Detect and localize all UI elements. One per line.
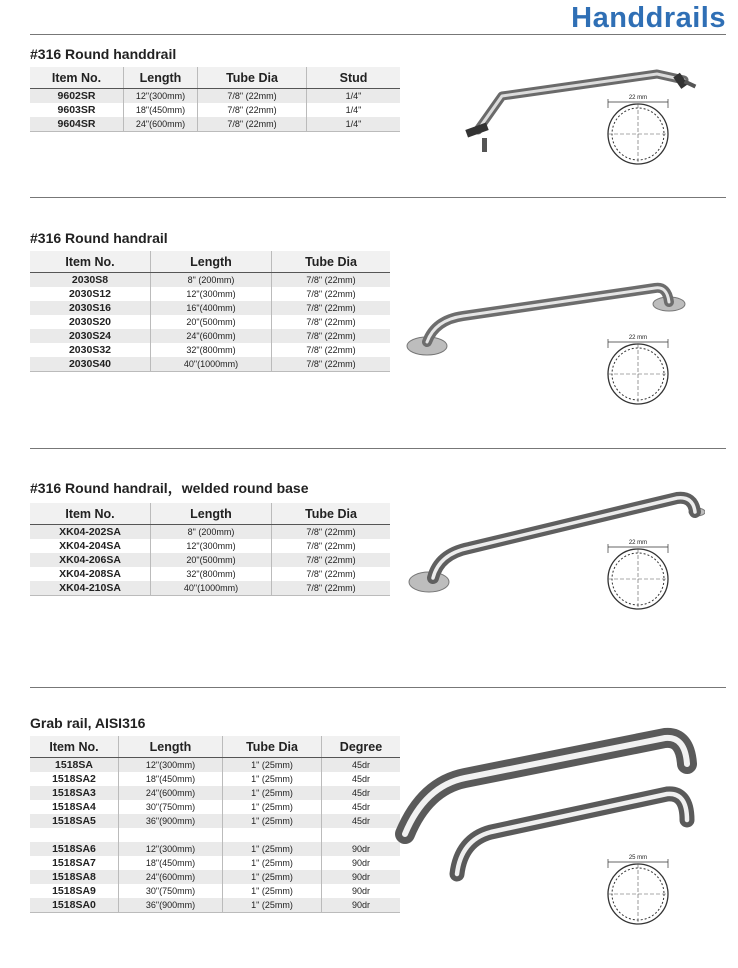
table-cell: 18"(450mm) (124, 103, 198, 117)
table-cell: 90dr (322, 842, 401, 856)
table-cell (322, 828, 401, 842)
table-cell: 20"(500mm) (151, 315, 272, 329)
item-number-cell: 9602SR (30, 89, 124, 104)
column-header: Degree (322, 736, 401, 758)
table-cell: 12"(300mm) (119, 842, 223, 856)
section-grab-rail (30, 715, 400, 913)
table-row (30, 828, 400, 842)
table-cell: 12"(300mm) (151, 287, 272, 301)
table-row (30, 898, 400, 913)
table-row (30, 553, 390, 567)
item-number-cell: XK04-204SA (30, 539, 151, 553)
table-row (30, 567, 390, 581)
table-cell (223, 828, 322, 842)
table-cell: 1" (25mm) (223, 898, 322, 913)
table-header-row (30, 736, 400, 758)
item-number-cell: 1518SA3 (30, 786, 119, 800)
section-round-handrail (30, 230, 390, 372)
section-divider (30, 197, 726, 198)
table-cell: 1" (25mm) (223, 800, 322, 814)
table-cell: 30"(750mm) (119, 800, 223, 814)
section-title: #316 Round handrail (30, 230, 168, 246)
table-cell: 90dr (322, 870, 401, 884)
table-cell: 45dr (351, 774, 370, 784)
item-number-cell: 2030S8 (30, 273, 151, 288)
table-cell: 7/8" (22mm) (272, 525, 391, 540)
column-header: Item No. (30, 67, 124, 89)
item-number-cell: 1518SA0 (30, 898, 119, 913)
column-header: Length (124, 67, 198, 89)
column-header: Tube Dia (223, 736, 322, 758)
table-cell: 1" (25mm) (223, 814, 322, 828)
section-divider (30, 687, 726, 688)
page-title: Handdrails (571, 2, 726, 34)
table-cell: 7/8" (22mm) (198, 117, 307, 132)
column-header: Item No. (30, 503, 151, 525)
table-row (30, 842, 400, 856)
table-row (30, 117, 400, 132)
table-cell: 30"(750mm) (119, 884, 223, 898)
table-row (30, 287, 390, 301)
table-cell: 36"(900mm) (119, 898, 223, 913)
item-number-cell: XK04-210SA (30, 581, 151, 596)
section-divider (30, 448, 726, 449)
table-cell: 8" (200mm) (151, 273, 272, 288)
table-cell: 12"(300mm) (151, 539, 272, 553)
table-cell: 1" (25mm) (223, 884, 322, 898)
item-number-cell: XK04-202SA (30, 525, 151, 540)
table-row (30, 870, 400, 884)
table-cell: 40"(1000mm) (151, 581, 272, 596)
table-cell: 7/8" (22mm) (272, 329, 391, 343)
table-cell: 7/8" (22mm) (272, 553, 391, 567)
column-header: Item No. (30, 251, 151, 273)
diameter-label: 22 mm (628, 335, 648, 341)
spec-table (30, 67, 400, 132)
table-row (30, 357, 390, 372)
table-header-row (30, 503, 390, 525)
table-cell: 20"(500mm) (151, 553, 272, 567)
table-cell: 7/8" (22mm) (198, 89, 307, 104)
table-cell: 16"(400mm) (151, 301, 272, 315)
table-cell: 45dr (322, 758, 401, 773)
column-header: Tube Dia (272, 251, 391, 273)
table-cell: 1" (25mm) (223, 842, 322, 856)
table-row (30, 772, 400, 786)
table-cell: 18"(450mm) (119, 772, 223, 786)
item-number-cell: 2030S16 (30, 301, 151, 315)
column-header: Length (151, 503, 272, 525)
item-number-cell: 9604SR (30, 117, 124, 132)
item-number-cell: 2030S20 (30, 315, 151, 329)
item-number-cell: XK04-206SA (30, 553, 151, 567)
table-cell: 7/8" (22mm) (272, 301, 391, 315)
table-cell: 7/8" (22mm) (272, 273, 391, 288)
header-divider (30, 34, 726, 35)
table-cell: 7/8" (22mm) (306, 345, 356, 355)
column-header: Stud (307, 67, 401, 89)
item-number-cell: XK04-208SA (30, 567, 151, 581)
table-row (30, 273, 390, 288)
table-row (30, 103, 400, 117)
diameter-label: 22 mm (628, 540, 648, 546)
table-cell: 45dr (322, 814, 401, 828)
tube-diameter-diagram (600, 535, 676, 615)
table-cell: 24"(600mm) (119, 870, 223, 884)
table-cell: 18"(450mm) (119, 856, 223, 870)
section-title: Grab rail, AISI316 (30, 715, 146, 731)
table-cell: 90dr (351, 886, 370, 896)
table-row (30, 315, 390, 329)
table-cell: 8" (200mm) (151, 525, 272, 540)
table-cell: 7/8" (22mm) (306, 541, 356, 551)
item-number-cell: 2030S32 (30, 343, 151, 357)
table-cell: 7/8" (22mm) (272, 581, 391, 596)
column-header: Length (119, 736, 223, 758)
column-header: Tube Dia (272, 503, 391, 525)
table-cell: 90dr (351, 858, 370, 868)
table-cell: 1" (25mm) (223, 870, 322, 884)
table-row (30, 89, 400, 104)
table-row (30, 539, 390, 553)
table-cell: 40"(1000mm) (151, 357, 272, 372)
item-number-cell: 1518SA (30, 758, 119, 773)
column-header: Item No. (30, 736, 119, 758)
table-cell: 7/8" (22mm) (306, 317, 356, 327)
table-cell: 24"(600mm) (124, 117, 198, 132)
table-cell: 24"(600mm) (119, 786, 223, 800)
table-cell: 36"(900mm) (119, 814, 223, 828)
item-number-cell (30, 828, 119, 842)
table-cell (119, 828, 223, 842)
item-number-cell: 9603SR (30, 103, 124, 117)
table-header-row (30, 251, 390, 273)
table-cell: 32"(800mm) (151, 567, 272, 581)
table-row (30, 884, 400, 898)
tube-diameter-diagram (600, 90, 676, 170)
column-header: Length (151, 251, 272, 273)
table-row (30, 786, 400, 800)
item-number-cell: 1518SA6 (30, 842, 119, 856)
table-cell: 7/8" (22mm) (198, 103, 307, 117)
table-cell: 1" (25mm) (223, 786, 322, 800)
table-row (30, 856, 400, 870)
section-round-handdrail-stud (30, 46, 400, 132)
table-cell: 1/4" (345, 105, 362, 115)
spec-table (30, 503, 390, 596)
section-title: #316 Round handrail，welded round base (30, 480, 309, 496)
table-row (30, 301, 390, 315)
item-number-cell: 1518SA5 (30, 814, 119, 828)
table-cell: 1" (25mm) (223, 758, 322, 773)
table-cell: 7/8" (22mm) (306, 569, 356, 579)
table-cell: 7/8" (22mm) (272, 357, 391, 372)
item-number-cell: 1518SA2 (30, 772, 119, 786)
table-cell: 45dr (322, 786, 401, 800)
table-row (30, 343, 390, 357)
table-cell: 1" (25mm) (223, 772, 322, 786)
table-row (30, 800, 400, 814)
table-cell: 1" (25mm) (223, 856, 322, 870)
item-number-cell: 2030S12 (30, 287, 151, 301)
item-number-cell: 2030S24 (30, 329, 151, 343)
table-cell: 7/8" (22mm) (306, 289, 356, 299)
diameter-label: 22 mm (628, 95, 648, 101)
item-number-cell: 1518SA4 (30, 800, 119, 814)
table-cell: 12"(300mm) (124, 89, 198, 104)
table-row (30, 814, 400, 828)
table-row (30, 758, 400, 773)
item-number-cell: 1518SA7 (30, 856, 119, 870)
item-number-cell: 2030S40 (30, 357, 151, 372)
table-cell: 32"(800mm) (151, 343, 272, 357)
spec-table (30, 251, 390, 372)
table-cell: 90dr (322, 898, 401, 913)
table-cell: 12"(300mm) (119, 758, 223, 773)
table-cell: 45dr (351, 802, 370, 812)
section-welded-round-base (30, 478, 390, 596)
tube-diameter-diagram (600, 330, 676, 410)
item-number-cell: 1518SA8 (30, 870, 119, 884)
table-header-row (30, 67, 400, 89)
diameter-label: 25 mm (628, 855, 648, 861)
table-row (30, 525, 390, 540)
table-cell: 1/4" (307, 117, 401, 132)
column-header: Tube Dia (198, 67, 307, 89)
table-row (30, 581, 390, 596)
table-cell: 1/4" (307, 89, 401, 104)
spec-table (30, 736, 400, 913)
table-row (30, 329, 390, 343)
section-title: #316 Round handdrail (30, 46, 177, 62)
tube-diameter-diagram (600, 850, 676, 930)
table-cell: 24"(600mm) (151, 329, 272, 343)
item-number-cell: 1518SA9 (30, 884, 119, 898)
